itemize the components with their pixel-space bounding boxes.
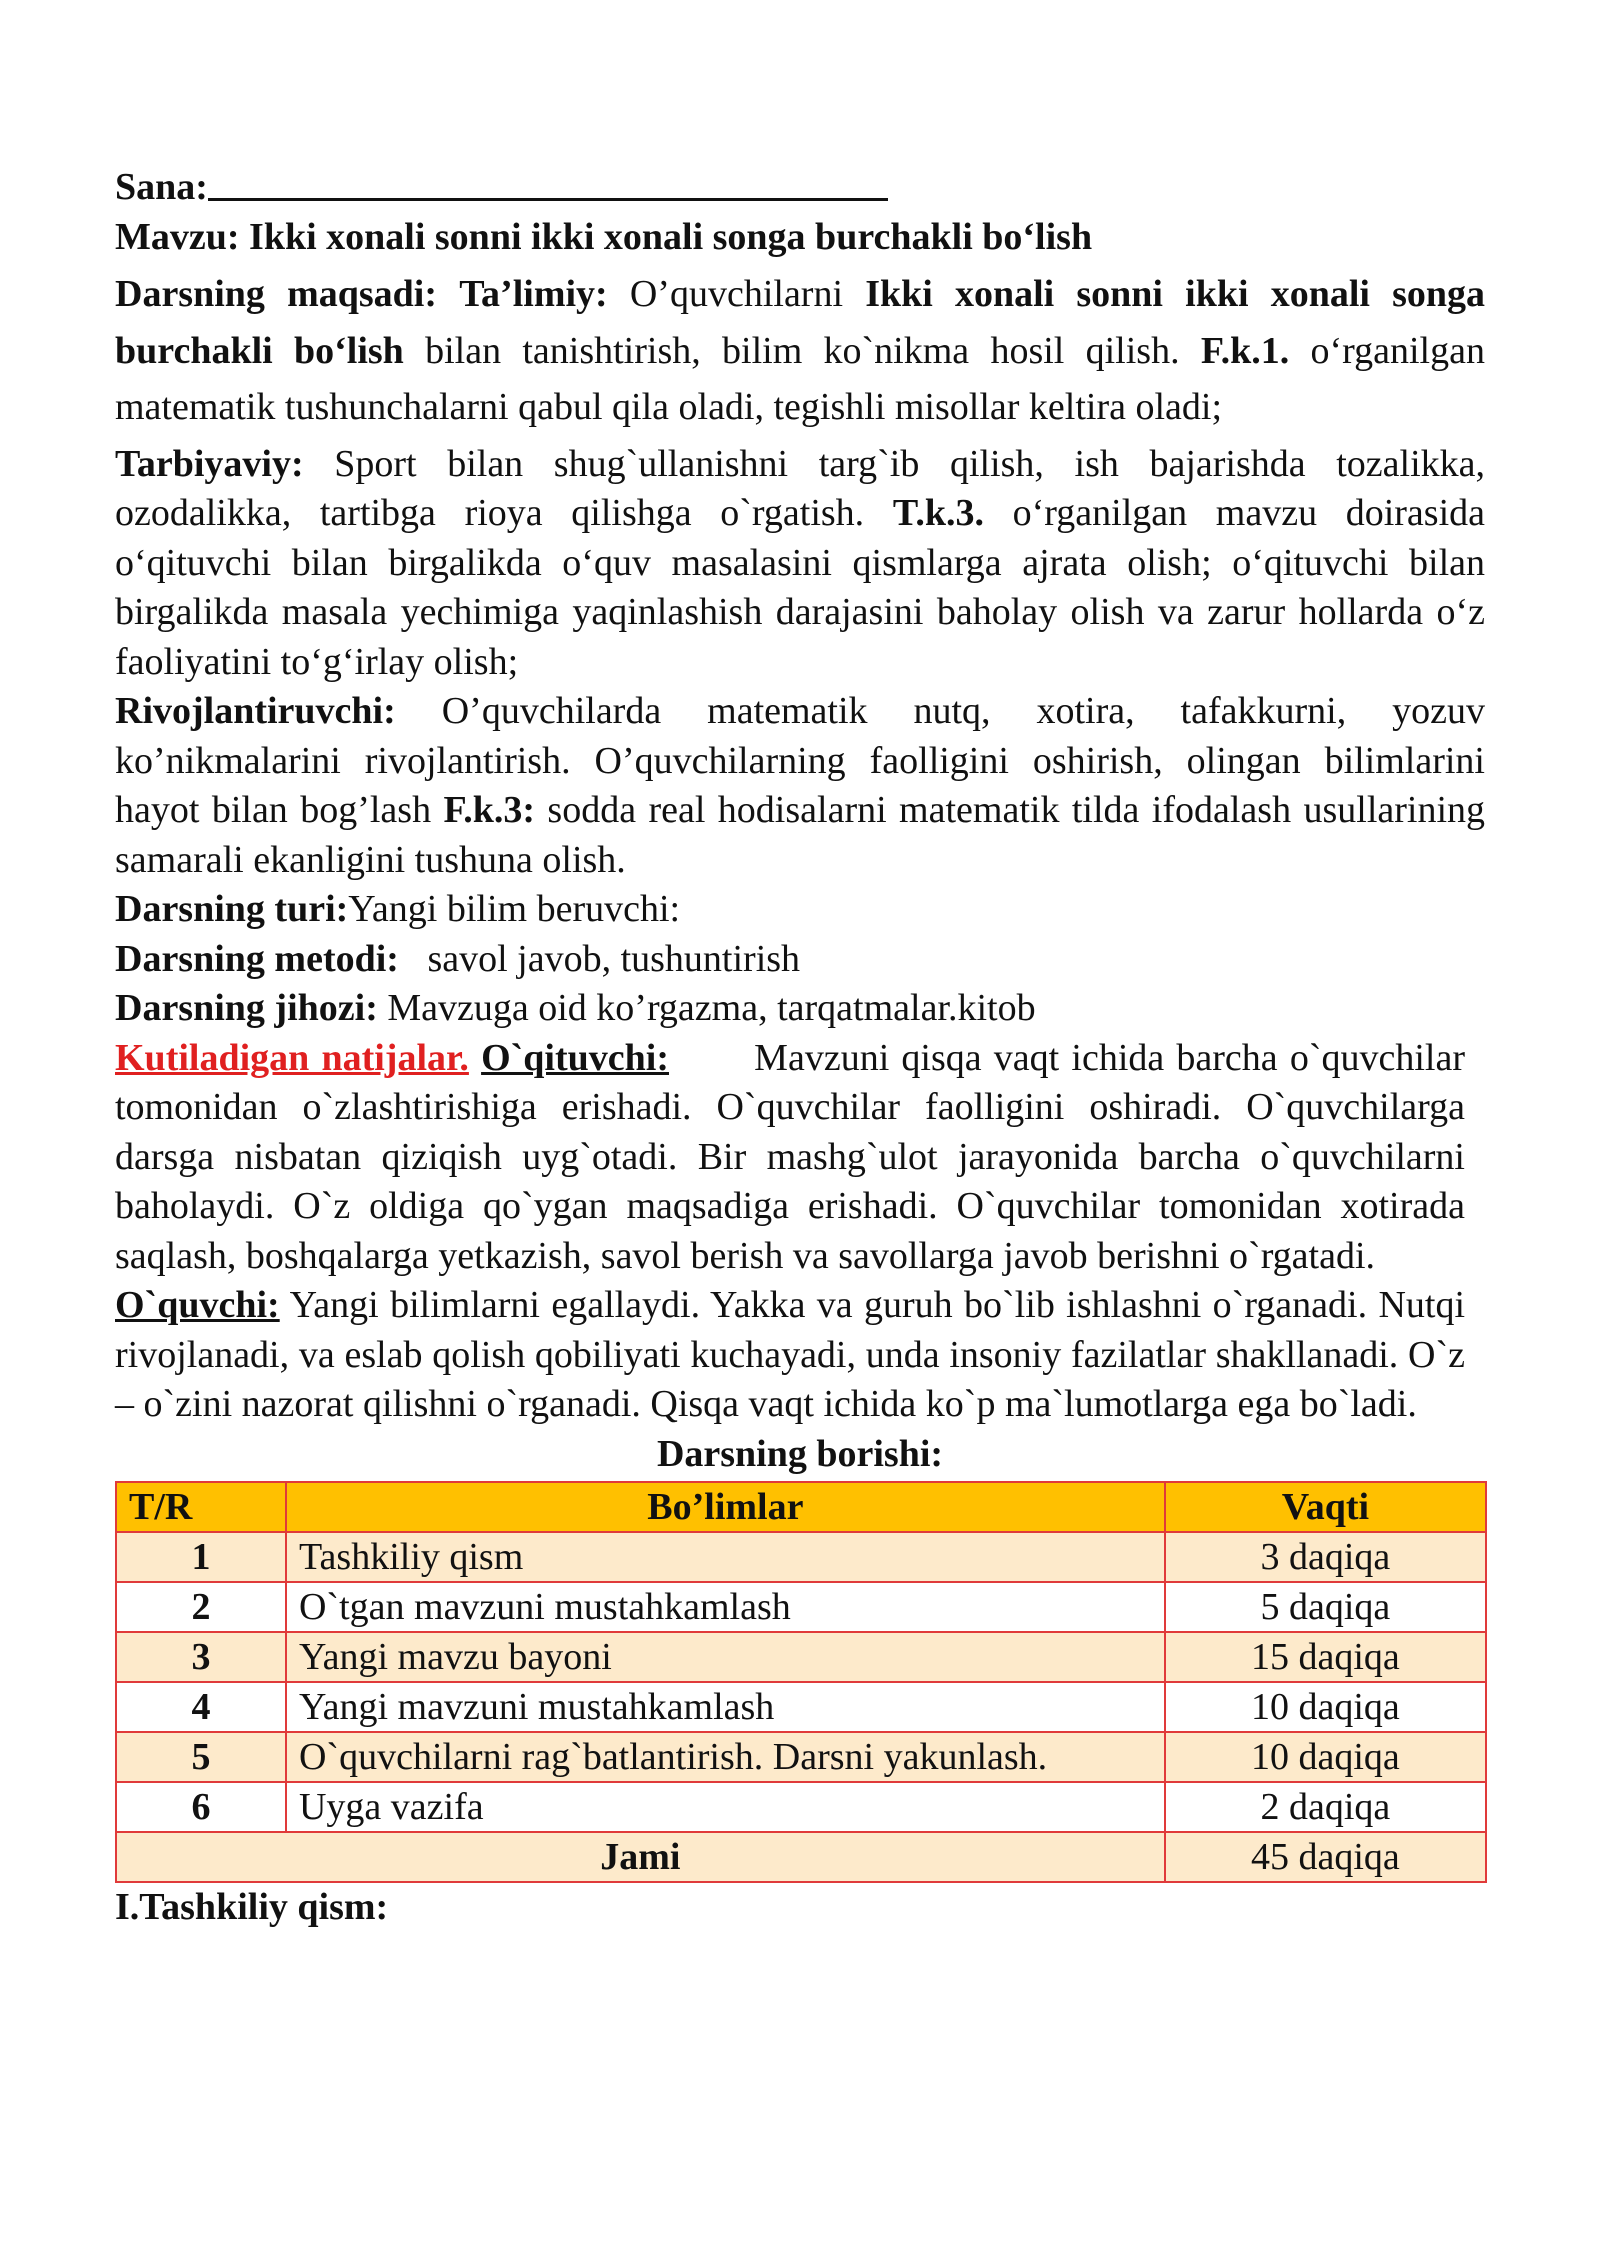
row-number: 1 (116, 1532, 286, 1582)
turi-label: Darsning turi: (115, 888, 349, 930)
row-number: 6 (116, 1782, 286, 1832)
table-row (116, 1732, 1486, 1782)
mavzu-label: Mavzu: (115, 215, 240, 258)
row-section: Uyga vazifa (286, 1782, 1165, 1832)
tk3-label: T.k.3. (892, 492, 984, 534)
lesson-plan (115, 162, 1485, 1933)
jihozi-label: Darsning jihozi: (115, 987, 378, 1029)
jihozi-value: Mavzuga oid ko’rgazma, tarqatmalar.kitob (387, 987, 1036, 1029)
row-number: 5 (116, 1732, 286, 1782)
oqituvchi-text: Mavzuni qisqa vaqt ichida barcha o`quvchilar tomonidan o`zlashtirishiga erishadi. O`quvchilar faolligini oshiradi. O`quvchilarga darsga nisbatan qiziqish uyg`otadi. Bir mashg`ulot jarayonida barcha o`quvchilarni baholaydi. O`z oldiga qo`ygan maqsadiga erishadi. O`quvchilar tomonidan xotirada saqlash, boshqalarga yetkazish, savol berish va savollarga javob berishni o`rgatadi. (115, 1036, 1465, 1277)
row-section: O`tgan mavzuni mustahkamlash (286, 1582, 1165, 1632)
header-vaqti: Vaqti (1165, 1482, 1486, 1532)
metodi-value: savol javob, tushuntirish (427, 937, 801, 980)
row-section: Yangi mavzuni mustahkamlash (286, 1682, 1165, 1732)
natijalar-label: Kutiladigan natijalar. (115, 1036, 469, 1079)
maqsad-text-4: o‘rganilgan matematik tushunchalarni qabul qila oladi, tegishli misollar keltira oladi; (115, 329, 1485, 428)
rivojlantiruvchi-text-1: O’quvchilarda matematik nutq, xotira, tafakkurni, yozuv ko’nikmalarini rivojlantirish. O’quvchilarning faolligini oshirish, olingan bilimlarini hayot bilan bog’lash (115, 690, 1486, 831)
header-tr: T/R (116, 1482, 286, 1532)
darsning-metodi (115, 935, 1485, 985)
sana-line (115, 162, 1485, 213)
row-time: 2 daqiqa (1165, 1782, 1486, 1832)
rivojlantiruvchi-text-2: sodda real hodisalarni matematik tilda ifodalash usullarining samarali ekanligini tushuna olish. (115, 789, 1486, 881)
oquvchi-text: Yangi bilimlarni egallaydi. Yakka va guruh bo`lib ishlashni o`rganadi. Nutqi rivojlanadi, va eslab qolish qobiliyati kuchayadi, unda insoniy fazilatlar shakllanadi. O`z – o`zini nazorat qilishni o`rganadi. Qisqa vaqt ichida ko`p ma`lumotlarga ega bo`ladi. (115, 1284, 1465, 1425)
row-number: 2 (116, 1582, 286, 1632)
tarbiyaviy-text-2: o‘rganilgan mavzu doirasida o‘qituvchi bilan birgalikda o‘quv masalasini qismlarga ajrata olish; o‘qituvchi bilan birgalikda masala yechimiga yaqinlashish darajasini baholay olish va zarur hollarda o‘z faoliyatini to‘g‘irlay olish; (115, 492, 1486, 683)
row-section: Yangi mavzu bayoni (286, 1632, 1165, 1682)
lesson-schedule-table (115, 1481, 1487, 1883)
maqsad-paragraph (115, 266, 1485, 436)
tashkiliy-qism-heading: I.Tashkiliy qism: (115, 1886, 389, 1928)
talimiy-label: Ta’limiy: (459, 273, 608, 315)
row-time: 10 daqiqa (1165, 1682, 1486, 1732)
maqsad-label: Darsning maqsadi: (115, 273, 438, 315)
maqsad-text-1: O’quvchilarni (629, 273, 844, 315)
darsning-turi (115, 885, 1485, 935)
table-total-row (116, 1832, 1486, 1882)
metodi-label: Darsning metodi: (115, 937, 399, 980)
table-header-row (116, 1482, 1486, 1532)
oquvchi-label: O`quvchi: (115, 1284, 280, 1326)
rivojlantiruvchi-label: Rivojlantiruvchi: (115, 690, 396, 732)
mavzu-line (115, 213, 1485, 263)
table-row (116, 1532, 1486, 1582)
row-section: Tashkiliy qism (286, 1532, 1165, 1582)
table-row (116, 1682, 1486, 1732)
oqituvchi-natijalar (115, 1034, 1465, 1282)
row-time: 5 daqiqa (1165, 1582, 1486, 1632)
darsning-jihozi (115, 984, 1485, 1034)
oqituvchi-label: O`qituvchi: (481, 1036, 669, 1079)
total-label: Jami (116, 1832, 1165, 1882)
fk3-label: F.k.3: (443, 789, 535, 831)
row-time: 10 daqiqa (1165, 1732, 1486, 1782)
borishi-title: Darsning borishi: (656, 1432, 944, 1475)
table-row (116, 1582, 1486, 1632)
row-section: O`quvchilarni rag`batlantirish. Darsni yakunlash. (286, 1732, 1165, 1782)
sana-label: Sana: (115, 166, 208, 208)
mavzu-text: Ikki xonali sonni ikki xonali songa burchakli bo‘lish (249, 215, 1093, 258)
table-row (116, 1632, 1486, 1682)
tarbiyaviy-paragraph (115, 440, 1485, 688)
row-number: 4 (116, 1682, 286, 1732)
table-row (116, 1782, 1486, 1832)
turi-value: Yangi bilim beruvchi: (348, 888, 681, 930)
oquvchi-natijalar (115, 1281, 1465, 1430)
tarbiyaviy-text-1: Sport bilan shug`ullanishni targ`ib qilish, ish bajarishda tozalikka, ozodalikka, tartibga rioya qilishga o`rgatish. (115, 442, 1485, 534)
row-number: 3 (116, 1632, 286, 1682)
header-bolimlar: Bo’limlar (286, 1482, 1165, 1532)
row-time: 3 daqiqa (1165, 1532, 1486, 1582)
sana-blank (208, 162, 888, 201)
tarbiyaviy-label: Tarbiyaviy: (115, 442, 304, 485)
maqsad-text-3: bilan tanishtirish, bilim ko`nikma hosil qilish. (425, 329, 1180, 372)
row-time: 15 daqiqa (1165, 1632, 1486, 1682)
maqsad-topic: Ikki xonali sonni ikki xonali songa burchakli bo‘lish (115, 273, 1486, 372)
rivojlantiruvchi-paragraph (115, 687, 1485, 885)
fk1-label: F.k.1. (1200, 329, 1290, 372)
total-value: 45 daqiqa (1165, 1832, 1486, 1882)
